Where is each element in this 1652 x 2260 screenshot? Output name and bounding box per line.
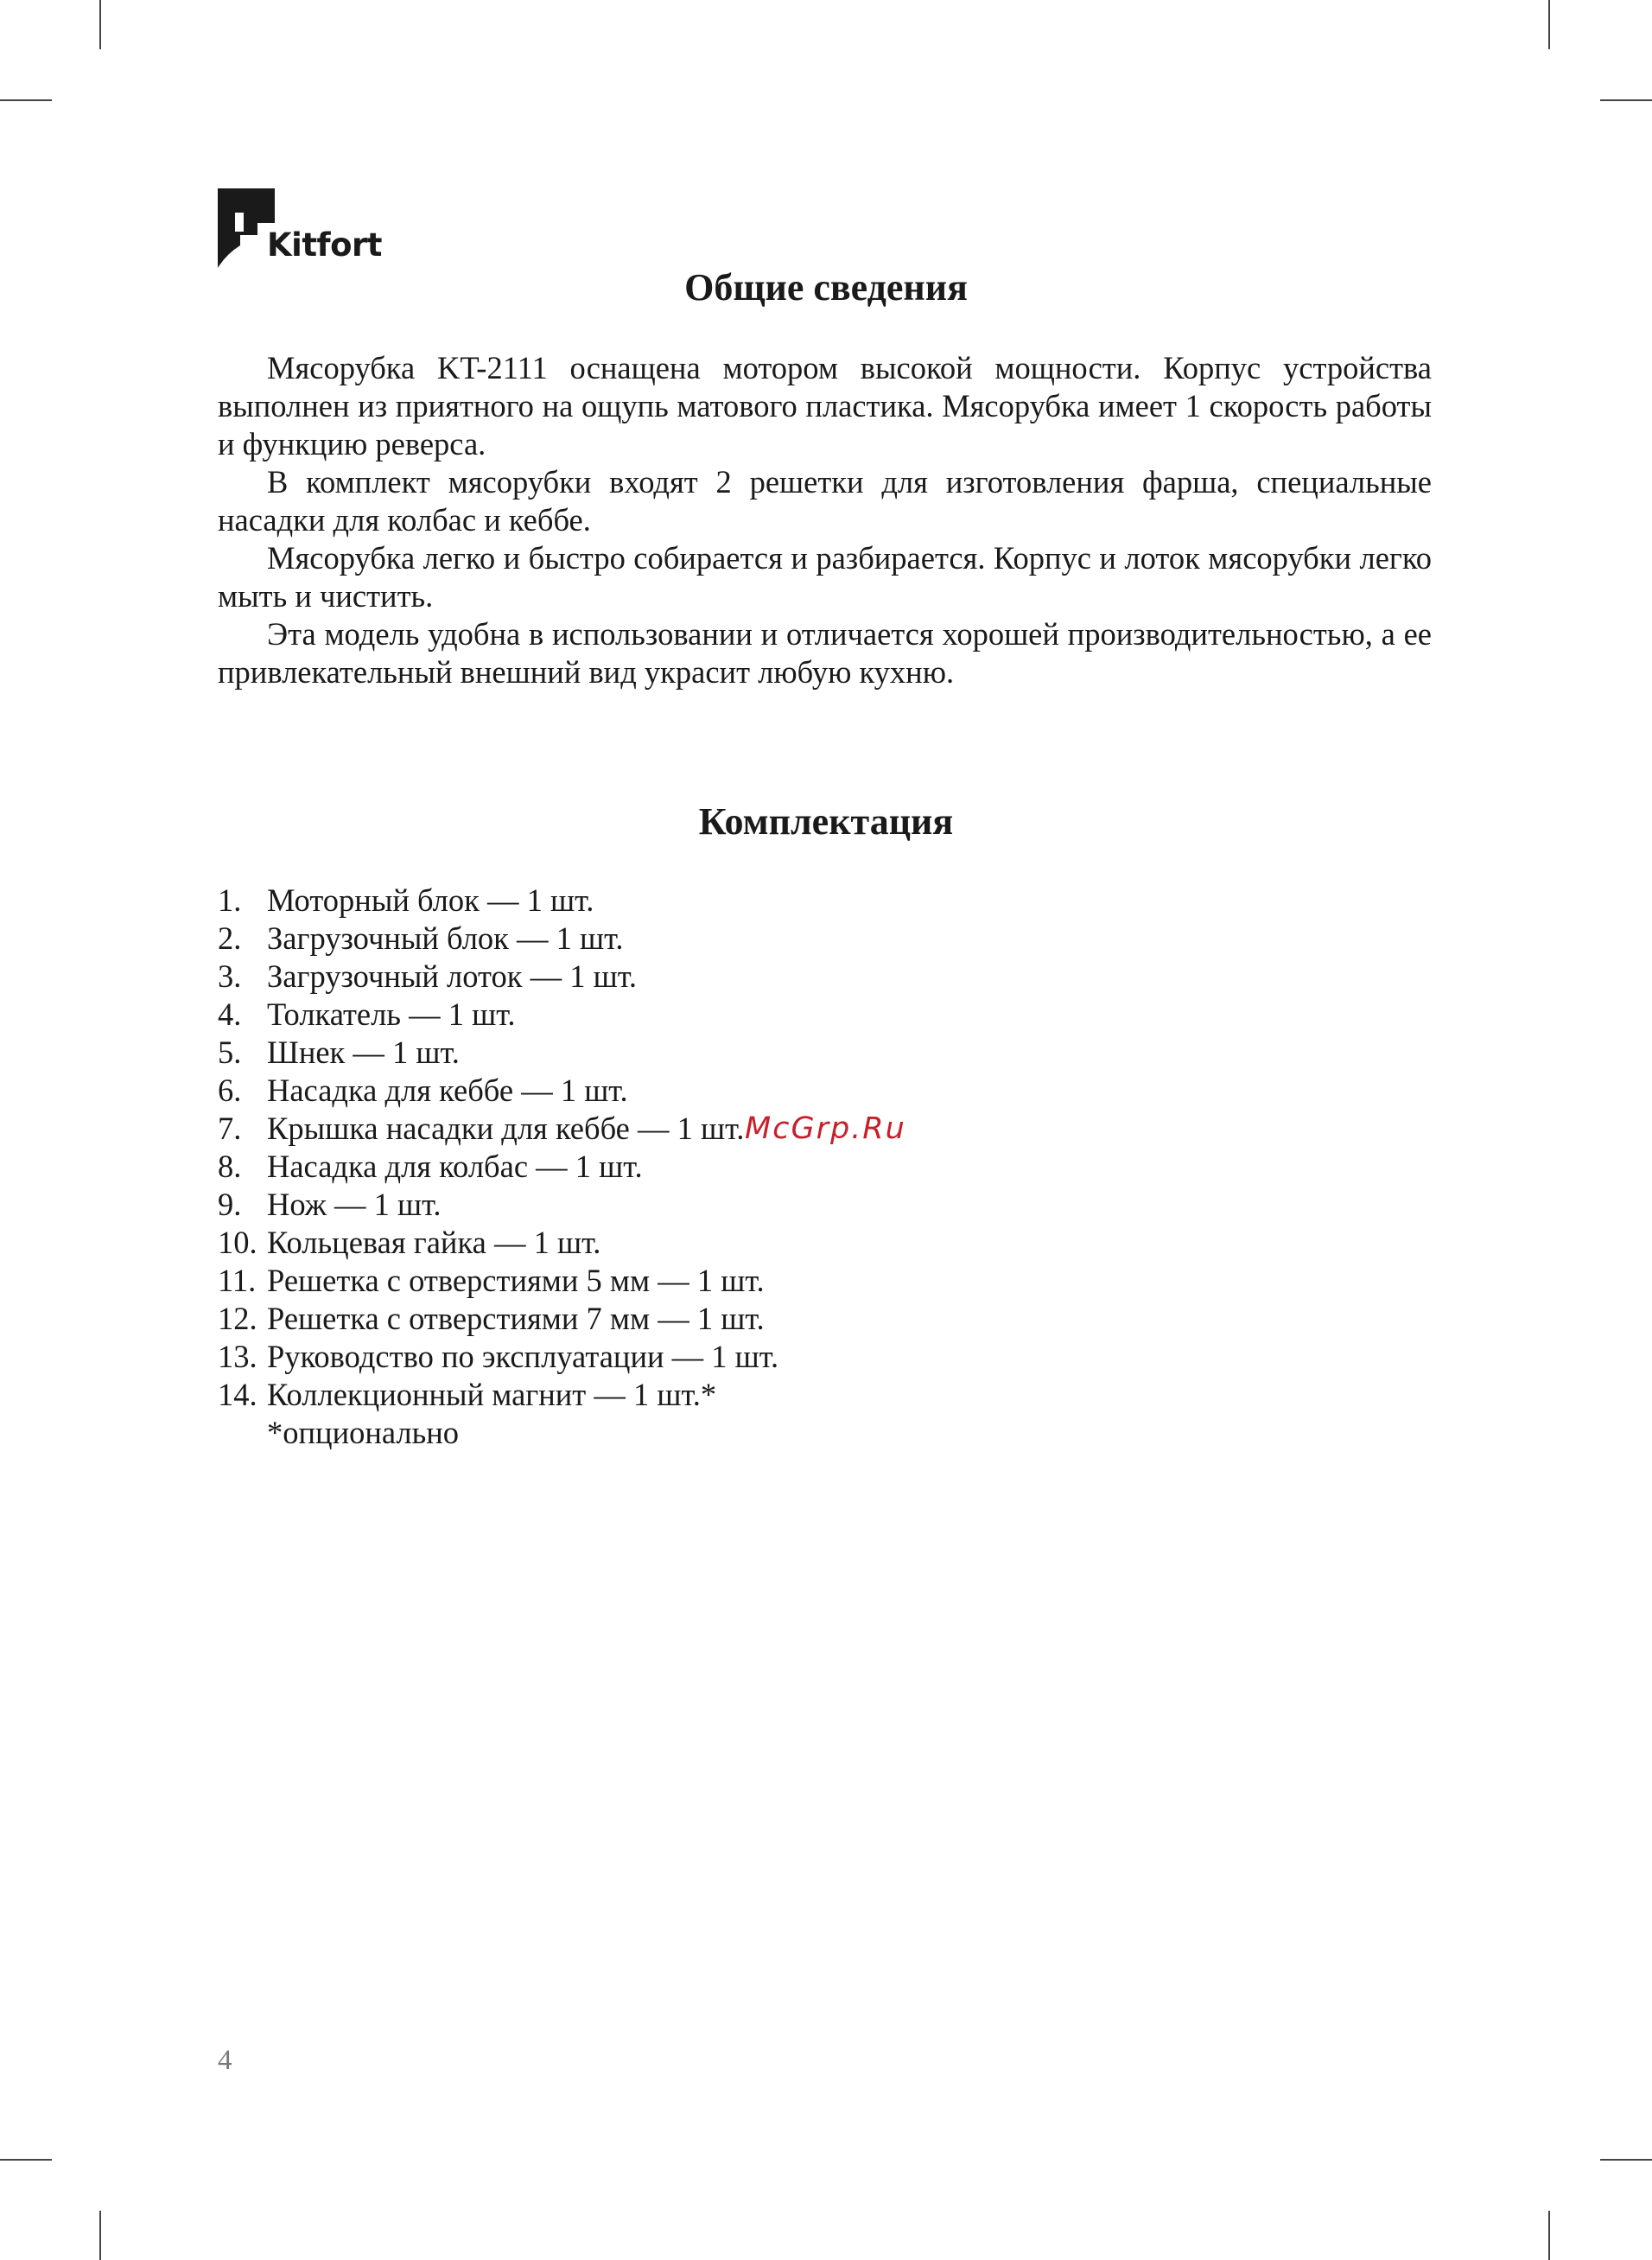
item-text: Насадка для колбас — 1 шт.: [267, 1149, 643, 1184]
brand-name: Kitfort: [267, 226, 382, 264]
crop-mark: [1548, 2211, 1550, 2260]
item-number: 8.: [218, 1149, 242, 1184]
item-text: Решетка с отверстиями 5 мм — 1 шт.: [267, 1263, 765, 1298]
paragraph: Эта модель удобна в использовании и отличается хорошей производительностью, а ее привлекательный внешний вид украсит любую кухню.: [218, 616, 1432, 690]
section-title-kit: Комплектация: [698, 800, 954, 843]
item-number: 11.: [218, 1263, 257, 1298]
list-item: [218, 1262, 1168, 1300]
kit-contents-list: [218, 882, 1168, 1414]
watermark: McGrp.Ru: [745, 1111, 906, 1146]
list-item: [218, 1110, 1168, 1148]
section-title-general: Общие сведения: [684, 266, 968, 309]
list-item: [218, 1300, 1168, 1338]
item-number: 6.: [218, 1073, 242, 1108]
item-number: 7.: [218, 1111, 242, 1146]
item-text: Крышка насадки для кеббе — 1 шт.: [267, 1111, 745, 1146]
item-text: Загрузочный лоток — 1 шт.: [267, 958, 638, 994]
item-text: Загрузочный блок — 1 шт.: [267, 920, 624, 956]
crop-mark: [99, 0, 101, 49]
item-number: 10.: [218, 1225, 257, 1260]
item-text: Коллекционный магнит — 1 шт.*: [267, 1377, 717, 1412]
item-number: 5.: [218, 1035, 242, 1070]
list-item: [218, 1338, 1168, 1376]
item-text: Моторный блок — 1 шт.: [267, 882, 594, 918]
paragraph: Мясорубка легко и быстро собирается и разбирается. Корпус и лоток мясорубки легко мыть и чистить.: [218, 540, 1432, 614]
item-number: 9.: [218, 1187, 242, 1222]
crop-mark: [0, 99, 52, 101]
item-text: Шнек — 1 шт.: [267, 1035, 460, 1070]
item-number: 1.: [218, 882, 242, 918]
paragraph: В комплект мясорубки входят 2 решетки для изготовления фарша, специальные насадки для колбас и кеббе.: [218, 464, 1432, 538]
item-text: Насадка для кеббе — 1 шт.: [267, 1073, 628, 1108]
list-item: [218, 996, 1168, 1034]
list-item: [218, 1148, 1168, 1186]
item-number: 13.: [218, 1339, 257, 1374]
paragraph: Мясорубка KT-2111 оснащена мотором высокой мощности. Корпус устройства выполнен из приятного на ощупь матового пластика. Мясорубка имеет 1 скорость работы и функцию реверса.: [218, 350, 1432, 462]
crop-mark: [1600, 99, 1652, 101]
list-item: [218, 1186, 1168, 1224]
item-number: 2.: [218, 920, 242, 956]
crop-mark: [1600, 2159, 1652, 2161]
crop-mark: [1548, 0, 1550, 49]
brand-logo: [218, 188, 382, 271]
footnote: *опционально: [267, 1415, 460, 1450]
item-number: 3.: [218, 958, 242, 994]
item-text: Решетка с отверстиями 7 мм — 1 шт.: [267, 1301, 765, 1336]
list-item: [218, 1224, 1168, 1262]
list-item: [218, 1376, 1168, 1414]
list-item: [218, 1034, 1168, 1072]
list-item: [218, 882, 1168, 920]
item-number: 14.: [218, 1377, 257, 1412]
list-item: [218, 920, 1168, 958]
crop-mark: [99, 2211, 101, 2260]
crop-mark: [0, 2159, 52, 2161]
page-number: 4: [218, 2045, 232, 2076]
item-number: 12.: [218, 1301, 257, 1336]
item-text: Нож — 1 шт.: [267, 1187, 442, 1222]
item-text: Руководство по эксплуатации — 1 шт.: [267, 1339, 779, 1374]
list-item: [218, 958, 1168, 996]
item-text: Кольцевая гайка — 1 шт.: [267, 1225, 601, 1260]
general-info-text: [218, 349, 1432, 691]
item-text: Толкатель — 1 шт.: [267, 996, 516, 1032]
item-number: 4.: [218, 996, 242, 1032]
list-item: [218, 1072, 1168, 1110]
